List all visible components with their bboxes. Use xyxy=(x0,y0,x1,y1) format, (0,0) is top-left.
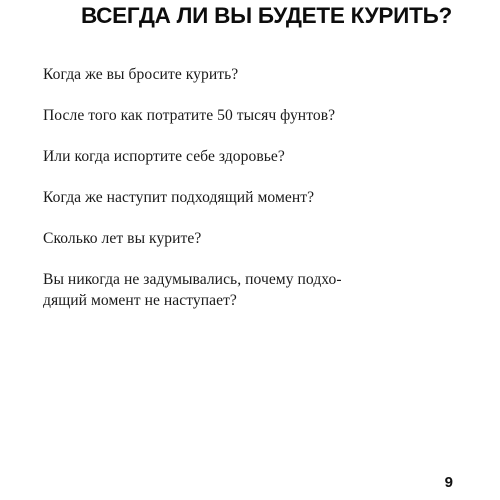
question-item xyxy=(43,105,423,126)
question-text-line-2: дящий момент не наступает? xyxy=(43,292,237,309)
question-text: Сколько лет вы курите? xyxy=(43,230,202,247)
question-item xyxy=(43,269,423,311)
page-number: 9 xyxy=(444,474,453,491)
question-item xyxy=(43,228,423,249)
question-item xyxy=(43,187,423,208)
question-text: Когда же вы бросите курить? xyxy=(43,66,239,83)
question-item xyxy=(43,64,423,85)
question-text: Или когда испортите себе здоровье? xyxy=(43,148,285,165)
question-text: После того как потратите 50 тысяч фунтов? xyxy=(43,107,336,124)
page-title: ВСЕГДА ЛИ ВЫ БУДЕТЕ КУРИТЬ? xyxy=(81,3,452,28)
question-item xyxy=(43,146,423,167)
question-list xyxy=(43,64,423,331)
question-text: Когда же наступит подходящий момент? xyxy=(43,189,315,206)
question-text-line-1: Вы никогда не задумывались, почему подхо- xyxy=(43,271,342,288)
